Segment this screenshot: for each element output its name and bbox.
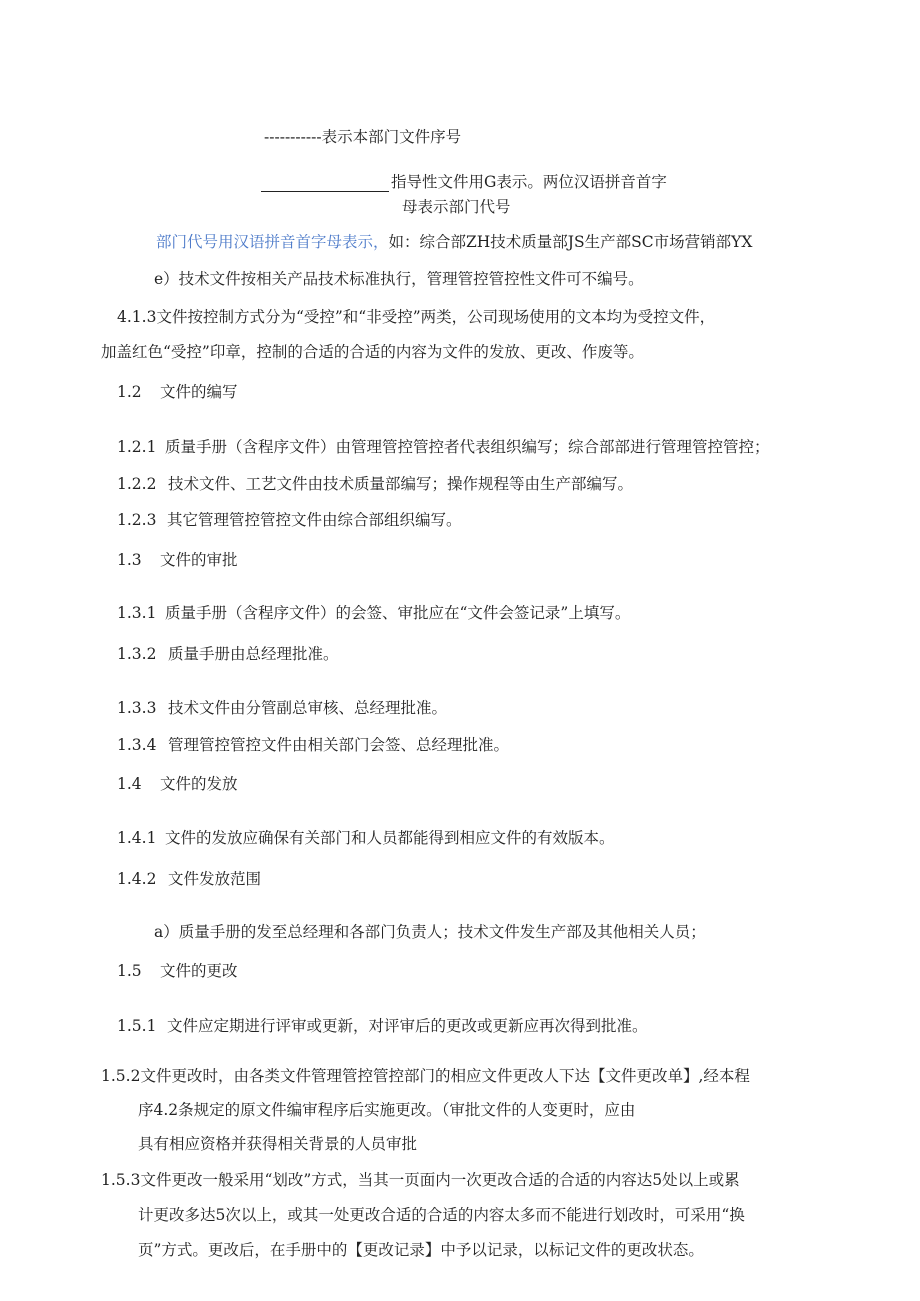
header-note-guidance-text: 指导性文件用G表示。两位汉语拼音首字 bbox=[391, 173, 667, 191]
clause-1-5-2-line2: 序4.2条规定的原文件编审程序后实施更改。（审批文件的人变更时，应由 bbox=[138, 1101, 636, 1119]
dept-code-examples: 如：综合部ZH技术质量部JS生产部SC市场营销部YX bbox=[388, 233, 753, 251]
clause: 1.3.2 质量手册由总经理批准。 bbox=[117, 645, 339, 663]
clause-1-5-3-line1: 1.5.3文件更改一般采用“划改”方式，当其一页面内一次更改合适的合适的内容达5处以上或累 bbox=[101, 1171, 740, 1189]
clause: 1.4.2 文件发放范围 bbox=[117, 870, 262, 888]
clause-1-5-2-line1: 1.5.2文件更改时，由各类文件管理管控管控部门的相应文件更改人下达【文件更改单】,经本程 bbox=[101, 1067, 750, 1085]
section-heading: 1.4 文件的发放 bbox=[117, 775, 238, 793]
clause: 1.2.2 技术文件、工艺文件由技术质量部编写；操作规程等由生产部编写。 bbox=[117, 475, 634, 493]
clause: 1.4.1 文件的发放应确保有关部门和人员都能得到相应文件的有效版本。 bbox=[117, 829, 615, 847]
header-note-guidance bbox=[261, 172, 667, 192]
header-note-serial: -----------表示本部门文件序号 bbox=[264, 128, 462, 146]
clause: 1.2.1 质量手册（含程序文件）由管理管控管控者代表组织编写；综合部部进行管理管控管控； bbox=[117, 438, 770, 456]
blank-underline bbox=[261, 177, 389, 192]
section-heading: 1.3 文件的审批 bbox=[117, 551, 238, 569]
dept-code-line bbox=[156, 232, 752, 252]
item-e: e）技术文件按相关产品技术标准执行，管理管控管控性文件可不编号。 bbox=[154, 270, 644, 288]
item-a: a）质量手册的发至总经理和各部门负责人；技术文件发生产部及其他相关人员； bbox=[154, 923, 706, 941]
clause: 1.3.1 质量手册（含程序文件）的会签、审批应在“文件会签记录”上填写。 bbox=[117, 604, 631, 622]
clause-1-5-3-line3: 页”方式。更改后，在手册中的【更改记录】中予以记录，以标记文件的更改状态。 bbox=[138, 1241, 704, 1259]
clause: 1.5.1 文件应定期进行评审或更新，对评审后的更改或更新应再次得到批准。 bbox=[117, 1017, 648, 1035]
clause: 1.3.3 技术文件由分管副总审核、总经理批准。 bbox=[117, 699, 448, 717]
clause-1-5-3-line2: 计更改多达5次以上，或其一处更改合适的合适的内容太多而不能进行划改时，可采用“换 bbox=[138, 1206, 745, 1224]
header-note-dept: 母表示部门代号 bbox=[402, 198, 511, 216]
section-heading: 1.2 文件的编写 bbox=[117, 383, 238, 401]
para-4-1-3-line1: 4.1.3文件按控制方式分为“受控”和“非受控”两类，公司现场使用的文本均为受控文件， bbox=[117, 308, 716, 326]
clause: 1.2.3 其它管理管控管控文件由综合部组织编写。 bbox=[117, 511, 462, 529]
clause: 1.3.4 管理管控管控文件由相关部门会签、总经理批准。 bbox=[117, 736, 510, 754]
para-4-1-3-line2: 加盖红色“受控”印章，控制的合适的合适的内容为文件的发放、更改、作废等。 bbox=[101, 343, 644, 361]
section-heading: 1.5 文件的更改 bbox=[117, 962, 238, 980]
dept-code-note: 部门代号用汉语拼音首字母表示， bbox=[156, 233, 389, 251]
clause-1-5-2-line3: 具有相应资格并获得相关背景的人员审批 bbox=[138, 1135, 418, 1153]
